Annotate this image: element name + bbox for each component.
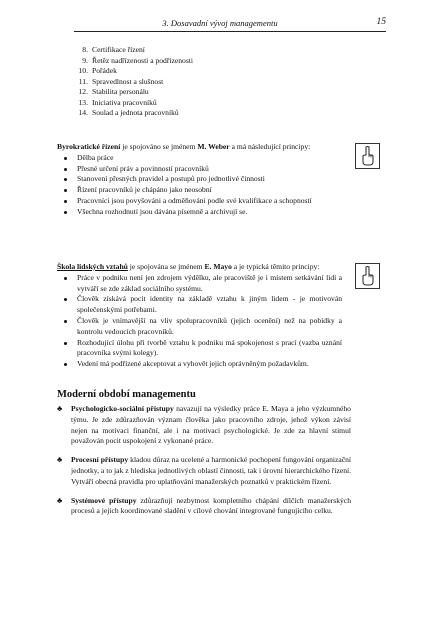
bureaucratic-principles (57, 153, 342, 218)
club-bullet-icon: ♣ (57, 404, 63, 413)
human-relations-intro: Škola lidských vztahů je spojována se jménem E. Mayo a je typická těmito principy: (57, 262, 320, 271)
bureaucratic-section (57, 142, 342, 218)
club-bullet-icon: ♣ (57, 455, 63, 465)
list-item: Pracovníci jsou povyšováni a odměňováni podle své kvalifikace a schopností (61, 196, 342, 207)
list-item: ♣ Systémové přístupy zdůrazňují nezbytnost kompletního chápání dílčích manažerských procesů a jejich koordinované sladění v cílové chování integrované fungujícího celku. (57, 495, 352, 516)
list-item: Dělba práce (61, 153, 342, 164)
human-relations-section (57, 262, 342, 370)
list-item: Přesné určení práv a povinností pracovníků (61, 164, 342, 175)
list-item: Člověk je vnímavější na vliv spolupracovníků (jejich ocenění) než na pobídky a kontrolu vedoucích pracovníků. (61, 316, 342, 338)
chapter-title: 3. Dosavadní vývoj managementu (162, 18, 278, 28)
list-item: Práce v podniku není jen zdrojem výdělku, ale pracoviště je i místem setkávání lidí a vytváří se zde základ sociálního systému. (61, 273, 342, 295)
page-number: 15 (376, 17, 386, 27)
list-item: 8. Certifikace řízení (82, 45, 145, 54)
pointing-hand-icon (355, 143, 380, 169)
list-item: Řízení pracovníků je chápáno jako neosobní (61, 185, 342, 196)
list-item: ♣ Procesní přístupy kladou důraz na ucelené a harmonické pochopení fungování organizační jednotky, a to jak z hlediska jednotlivých oblastí činnosti, tak i úrovní hierarchického řízení. Vytváří obecná pravidla pro uplatňování manažerských poznatků v praktickém řízení. (57, 455, 351, 486)
human-relations-principles (57, 273, 342, 370)
list-item: Rozhodující úlohu při tvorbě vztahu k podniku má spokojenost s prací (vazba uznání pracovníka svými kolegy). (61, 338, 342, 360)
list-item: ♣ Psychologicko-sociální přístupy navazují na výsledky práce E. Maya a jeho výzkumného týmu. Je zde zdůrazňován význam člověka jako pracovního zdroje, jehož výkon závisí nejen na motivaci finanční, ale i na motivaci psychologické. Je zde za hlavní stimul považován pocit uspokojení z vykonané práce. (57, 404, 351, 446)
bureaucratic-intro: Byrokratické řízení je spojováno se jménem M. Weber a má následující principy: (57, 142, 311, 151)
principles-list (74, 45, 193, 119)
list-item: Vedení má podřízené akceptovat a vyhovět jejich oprávněným požadavkům. (61, 359, 342, 370)
section-heading: Moderní období managementu (57, 389, 196, 400)
list-item: Stanovení přesných pravidel a postupů pro jednotlivé činnosti (61, 174, 342, 185)
list-item: Člověk získává pocit identity na základě vztahu k jiným lidem - je motivován společenskými potřebami. (61, 294, 342, 316)
list-item: Všechna rozhodnutí jsou dávána písemně a archivují se. (61, 207, 342, 218)
list-item: 14. Soulad a jednota pracovníků (78, 108, 179, 117)
club-bullet-icon: ♣ (57, 495, 63, 505)
page-header (74, 17, 386, 32)
list-item: 13. Iniciativa pracovníků (78, 97, 157, 107)
pointing-hand-icon (355, 263, 380, 289)
list-item: 9. Řetěz nadřízenosti a podřízenosti (82, 55, 194, 65)
list-item: 12. Stabilita personálu (78, 87, 149, 96)
list-item: 11. Spravedlnost a slušnost (78, 76, 164, 86)
modern-approaches-list (57, 404, 351, 525)
list-item: 10. Pořádek (78, 66, 117, 75)
